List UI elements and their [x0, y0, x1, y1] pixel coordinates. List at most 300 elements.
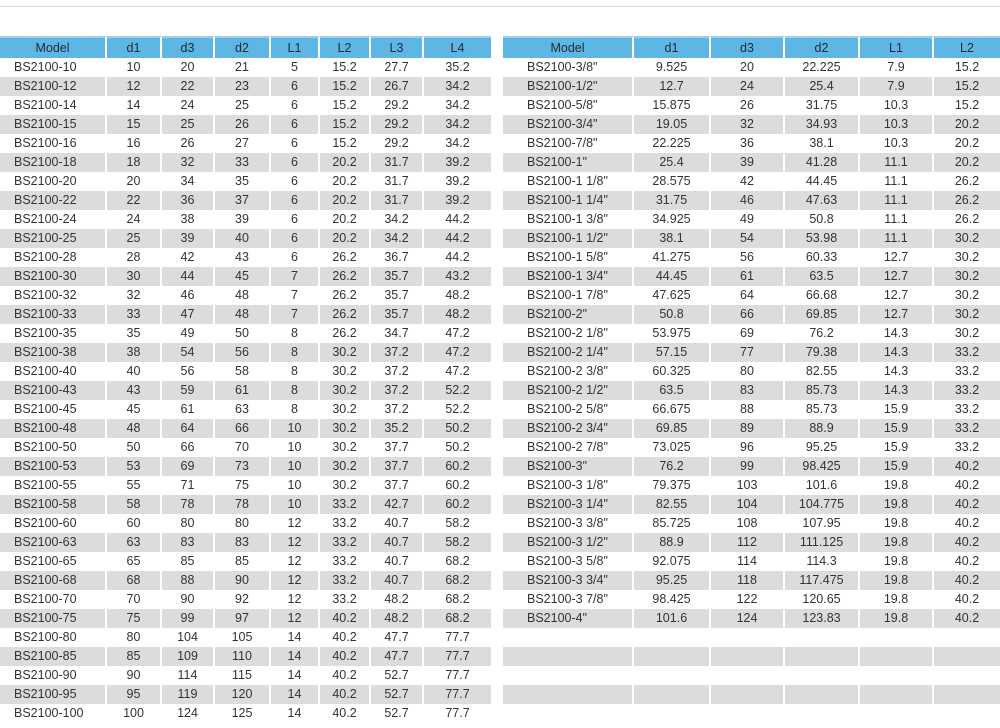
value-cell: 16	[107, 134, 162, 153]
value-cell: 44.45	[634, 267, 711, 286]
value-cell: 69.85	[634, 419, 711, 438]
table-row	[0, 495, 491, 514]
value-cell: 111.125	[785, 533, 860, 552]
value-cell: 76.2	[785, 324, 860, 343]
value-cell: 120	[215, 685, 271, 704]
table-row	[503, 77, 1000, 96]
value-cell: 34.2	[371, 210, 424, 229]
value-cell: 60.2	[424, 476, 491, 495]
value-cell: 63	[107, 533, 162, 552]
value-cell: 20	[162, 58, 215, 77]
value-cell: 83	[711, 381, 785, 400]
table-row	[503, 191, 1000, 210]
value-cell: 9.525	[634, 58, 711, 77]
value-cell: 68.2	[424, 571, 491, 590]
value-cell	[634, 666, 711, 685]
table-row	[503, 438, 1000, 457]
model-cell	[503, 685, 634, 704]
value-cell: 14	[107, 96, 162, 115]
left-header-row	[0, 36, 491, 58]
value-cell: 115	[215, 666, 271, 685]
table-row	[0, 400, 491, 419]
value-cell: 15.2	[320, 96, 371, 115]
model-cell: BS2100-65	[0, 552, 107, 571]
value-cell: 79.375	[634, 476, 711, 495]
value-cell: 66.68	[785, 286, 860, 305]
value-cell	[785, 647, 860, 666]
value-cell: 32	[711, 115, 785, 134]
value-cell: 54	[711, 229, 785, 248]
value-cell: 30.2	[320, 381, 371, 400]
value-cell: 124	[162, 704, 215, 723]
value-cell: 15	[107, 115, 162, 134]
model-cell: BS2100-38	[0, 343, 107, 362]
model-cell: BS2100-33	[0, 305, 107, 324]
value-cell: 33.2	[320, 533, 371, 552]
value-cell: 107.95	[785, 514, 860, 533]
value-cell	[711, 685, 785, 704]
value-cell: 7.9	[860, 77, 934, 96]
value-cell: 90	[107, 666, 162, 685]
value-cell: 14	[271, 647, 320, 666]
value-cell: 14	[271, 685, 320, 704]
value-cell: 114.3	[785, 552, 860, 571]
value-cell: 40.2	[320, 704, 371, 723]
table-row	[0, 685, 491, 704]
value-cell: 92	[215, 590, 271, 609]
table-row	[0, 191, 491, 210]
value-cell: 77.7	[424, 666, 491, 685]
value-cell: 49	[162, 324, 215, 343]
value-cell: 40.2	[320, 647, 371, 666]
value-cell: 117.475	[785, 571, 860, 590]
value-cell: 12	[271, 514, 320, 533]
value-cell: 37.2	[371, 400, 424, 419]
value-cell: 33.2	[934, 343, 1000, 362]
value-cell: 18	[107, 153, 162, 172]
value-cell: 63.5	[785, 267, 860, 286]
value-cell: 48	[215, 305, 271, 324]
model-cell: BS2100-2 1/2"	[503, 381, 634, 400]
value-cell: 88.9	[785, 419, 860, 438]
right-column-header: L2	[934, 36, 1000, 58]
model-cell: BS2100-3 5/8"	[503, 552, 634, 571]
value-cell: 88.9	[634, 533, 711, 552]
model-cell: BS2100-14	[0, 96, 107, 115]
value-cell: 80	[711, 362, 785, 381]
value-cell: 31.7	[371, 191, 424, 210]
value-cell: 95	[107, 685, 162, 704]
value-cell: 124	[711, 609, 785, 628]
value-cell: 85.73	[785, 400, 860, 419]
value-cell: 58	[107, 495, 162, 514]
left-table-body	[0, 58, 491, 723]
value-cell: 30	[107, 267, 162, 286]
model-cell: BS2100-16	[0, 134, 107, 153]
value-cell: 12	[271, 609, 320, 628]
value-cell: 104	[162, 628, 215, 647]
value-cell: 66.675	[634, 400, 711, 419]
value-cell: 25	[215, 96, 271, 115]
value-cell	[934, 704, 1000, 723]
value-cell: 6	[271, 248, 320, 267]
value-cell: 15.2	[934, 58, 1000, 77]
value-cell: 10	[107, 58, 162, 77]
left-column-header: L3	[371, 36, 424, 58]
value-cell: 52.2	[424, 381, 491, 400]
value-cell: 40.2	[934, 533, 1000, 552]
value-cell: 53	[107, 457, 162, 476]
value-cell: 88	[162, 571, 215, 590]
model-cell: BS2100-3 1/4"	[503, 495, 634, 514]
value-cell: 47.2	[424, 343, 491, 362]
value-cell: 35.2	[371, 419, 424, 438]
value-cell: 35	[107, 324, 162, 343]
value-cell: 79.38	[785, 343, 860, 362]
value-cell	[934, 666, 1000, 685]
value-cell: 30.2	[934, 229, 1000, 248]
value-cell: 20	[107, 172, 162, 191]
value-cell: 15.9	[860, 438, 934, 457]
value-cell: 33.2	[320, 495, 371, 514]
value-cell: 10.3	[860, 115, 934, 134]
model-cell: BS2100-1 1/2"	[503, 229, 634, 248]
value-cell: 98.425	[785, 457, 860, 476]
value-cell: 97	[215, 609, 271, 628]
value-cell: 64	[162, 419, 215, 438]
model-cell: BS2100-55	[0, 476, 107, 495]
value-cell	[785, 685, 860, 704]
right-column-header: Model	[503, 36, 634, 58]
table-row	[0, 229, 491, 248]
value-cell: 39	[162, 229, 215, 248]
value-cell: 48	[107, 419, 162, 438]
model-cell: BS2100-1 1/4"	[503, 191, 634, 210]
value-cell: 33.2	[934, 362, 1000, 381]
value-cell: 40.2	[320, 685, 371, 704]
value-cell: 12	[271, 590, 320, 609]
value-cell: 40.2	[934, 609, 1000, 628]
value-cell: 7	[271, 267, 320, 286]
value-cell: 36.7	[371, 248, 424, 267]
right-column-header: d1	[634, 36, 711, 58]
value-cell: 85	[162, 552, 215, 571]
model-cell	[503, 628, 634, 647]
value-cell: 69.85	[785, 305, 860, 324]
model-cell: BS2100-1 3/8"	[503, 210, 634, 229]
value-cell: 50	[107, 438, 162, 457]
value-cell: 122	[711, 590, 785, 609]
value-cell: 34.93	[785, 115, 860, 134]
value-cell: 26.7	[371, 77, 424, 96]
value-cell: 59	[162, 381, 215, 400]
value-cell: 33.2	[934, 419, 1000, 438]
value-cell: 65	[107, 552, 162, 571]
value-cell: 114	[162, 666, 215, 685]
table-row	[0, 267, 491, 286]
value-cell: 8	[271, 400, 320, 419]
model-cell: BS2100-3 1/8"	[503, 476, 634, 495]
value-cell: 28.575	[634, 172, 711, 191]
value-cell: 26.2	[320, 286, 371, 305]
model-cell: BS2100-50	[0, 438, 107, 457]
value-cell: 33.2	[320, 571, 371, 590]
value-cell	[785, 628, 860, 647]
value-cell: 33	[107, 305, 162, 324]
value-cell: 33	[215, 153, 271, 172]
value-cell: 108	[711, 514, 785, 533]
value-cell: 105	[215, 628, 271, 647]
value-cell: 40.2	[934, 571, 1000, 590]
value-cell: 30.2	[320, 457, 371, 476]
value-cell: 58	[215, 362, 271, 381]
value-cell: 32	[107, 286, 162, 305]
model-cell: BS2100-2"	[503, 305, 634, 324]
value-cell: 48.2	[424, 286, 491, 305]
model-cell: BS2100-53	[0, 457, 107, 476]
value-cell: 38	[162, 210, 215, 229]
value-cell: 19.8	[860, 476, 934, 495]
value-cell: 56	[162, 362, 215, 381]
table-row	[503, 267, 1000, 286]
model-cell: BS2100-43	[0, 381, 107, 400]
value-cell: 119	[162, 685, 215, 704]
model-cell: BS2100-1/2"	[503, 77, 634, 96]
value-cell: 25.4	[785, 77, 860, 96]
value-cell: 6	[271, 134, 320, 153]
table-row	[0, 533, 491, 552]
value-cell: 37.2	[371, 381, 424, 400]
table-row	[0, 457, 491, 476]
table-row	[0, 58, 491, 77]
value-cell: 82.55	[634, 495, 711, 514]
value-cell: 22.225	[634, 134, 711, 153]
value-cell: 11.1	[860, 229, 934, 248]
model-cell: BS2100-1 5/8"	[503, 248, 634, 267]
value-cell: 47.63	[785, 191, 860, 210]
value-cell: 33.2	[320, 514, 371, 533]
value-cell: 10	[271, 419, 320, 438]
left-column-header: d1	[107, 36, 162, 58]
value-cell: 6	[271, 115, 320, 134]
table-row	[503, 609, 1000, 628]
value-cell: 77.7	[424, 628, 491, 647]
model-cell: BS2100-1 1/8"	[503, 172, 634, 191]
value-cell: 61	[215, 381, 271, 400]
model-cell: BS2100-25	[0, 229, 107, 248]
table-row	[0, 590, 491, 609]
value-cell: 52.7	[371, 704, 424, 723]
value-cell: 95.25	[634, 571, 711, 590]
table-row	[0, 571, 491, 590]
value-cell: 47.2	[424, 362, 491, 381]
value-cell: 19.8	[860, 533, 934, 552]
value-cell: 26.2	[320, 267, 371, 286]
model-cell	[503, 704, 634, 723]
value-cell: 47.2	[424, 324, 491, 343]
value-cell: 56	[711, 248, 785, 267]
value-cell: 45	[107, 400, 162, 419]
value-cell: 100	[107, 704, 162, 723]
value-cell: 15.875	[634, 96, 711, 115]
value-cell: 95.25	[785, 438, 860, 457]
table-row	[0, 305, 491, 324]
model-cell: BS2100-3 3/4"	[503, 571, 634, 590]
value-cell: 30.2	[320, 343, 371, 362]
value-cell: 99	[162, 609, 215, 628]
value-cell: 42	[711, 172, 785, 191]
model-cell: BS2100-1 3/4"	[503, 267, 634, 286]
value-cell: 8	[271, 381, 320, 400]
table-row	[0, 628, 491, 647]
model-cell: BS2100-4"	[503, 609, 634, 628]
value-cell: 22	[162, 77, 215, 96]
value-cell: 19.8	[860, 571, 934, 590]
value-cell	[860, 647, 934, 666]
value-cell: 70	[215, 438, 271, 457]
value-cell: 60.2	[424, 495, 491, 514]
value-cell: 120.65	[785, 590, 860, 609]
value-cell: 41.275	[634, 248, 711, 267]
model-cell: BS2100-3"	[503, 457, 634, 476]
model-cell: BS2100-48	[0, 419, 107, 438]
value-cell: 30.2	[320, 400, 371, 419]
value-cell: 12.7	[860, 267, 934, 286]
value-cell: 35	[215, 172, 271, 191]
value-cell: 85.73	[785, 381, 860, 400]
value-cell: 68.2	[424, 590, 491, 609]
value-cell: 61	[711, 267, 785, 286]
value-cell: 85.725	[634, 514, 711, 533]
model-cell: BS2100-90	[0, 666, 107, 685]
value-cell: 76.2	[634, 457, 711, 476]
value-cell: 34.2	[424, 134, 491, 153]
value-cell: 104.775	[785, 495, 860, 514]
value-cell: 66	[162, 438, 215, 457]
value-cell: 14	[271, 628, 320, 647]
value-cell: 30.2	[320, 362, 371, 381]
value-cell: 10	[271, 457, 320, 476]
value-cell: 15.2	[934, 96, 1000, 115]
value-cell: 50.8	[785, 210, 860, 229]
table-row	[503, 96, 1000, 115]
value-cell: 30.2	[934, 305, 1000, 324]
value-cell: 33.2	[934, 400, 1000, 419]
table-row	[0, 286, 491, 305]
value-cell: 44	[162, 267, 215, 286]
value-cell: 40.2	[320, 628, 371, 647]
value-cell: 20	[711, 58, 785, 77]
table-row	[0, 153, 491, 172]
value-cell	[934, 647, 1000, 666]
table-row	[503, 647, 1000, 666]
value-cell: 39.2	[424, 172, 491, 191]
value-cell: 40.2	[934, 514, 1000, 533]
value-cell: 47.7	[371, 628, 424, 647]
value-cell: 26.2	[320, 324, 371, 343]
value-cell: 103	[711, 476, 785, 495]
model-cell: BS2100-63	[0, 533, 107, 552]
value-cell: 20.2	[320, 210, 371, 229]
value-cell: 19.8	[860, 495, 934, 514]
value-cell: 40.2	[320, 666, 371, 685]
value-cell	[934, 628, 1000, 647]
value-cell: 7.9	[860, 58, 934, 77]
table-row	[503, 286, 1000, 305]
value-cell: 20.2	[934, 153, 1000, 172]
value-cell	[711, 704, 785, 723]
value-cell: 30.2	[934, 267, 1000, 286]
value-cell: 73	[215, 457, 271, 476]
value-cell: 35.7	[371, 286, 424, 305]
value-cell: 90	[162, 590, 215, 609]
value-cell: 56	[215, 343, 271, 362]
table-row	[0, 362, 491, 381]
value-cell: 19.8	[860, 590, 934, 609]
value-cell: 35.7	[371, 305, 424, 324]
value-cell: 10	[271, 476, 320, 495]
value-cell: 53.98	[785, 229, 860, 248]
value-cell: 30.2	[934, 248, 1000, 267]
model-cell: BS2100-24	[0, 210, 107, 229]
value-cell: 21	[215, 58, 271, 77]
table-row	[503, 305, 1000, 324]
value-cell: 50.2	[424, 438, 491, 457]
value-cell: 6	[271, 229, 320, 248]
table-row	[0, 172, 491, 191]
value-cell: 46	[711, 191, 785, 210]
value-cell: 37.7	[371, 457, 424, 476]
left-column-header: d3	[162, 36, 215, 58]
table-row	[0, 381, 491, 400]
model-cell: BS2100-5/8"	[503, 96, 634, 115]
value-cell: 27.7	[371, 58, 424, 77]
value-cell: 12.7	[860, 286, 934, 305]
value-cell: 10.3	[860, 134, 934, 153]
value-cell: 89	[711, 419, 785, 438]
value-cell: 28	[107, 248, 162, 267]
table-row	[503, 343, 1000, 362]
value-cell: 75	[107, 609, 162, 628]
value-cell: 26	[215, 115, 271, 134]
value-cell: 37.2	[371, 362, 424, 381]
table-row	[0, 419, 491, 438]
value-cell	[711, 628, 785, 647]
model-cell: BS2100-30	[0, 267, 107, 286]
value-cell: 68.2	[424, 552, 491, 571]
value-cell: 6	[271, 210, 320, 229]
value-cell: 35.7	[371, 267, 424, 286]
value-cell: 112	[711, 533, 785, 552]
value-cell: 85	[215, 552, 271, 571]
right-column-header: d2	[785, 36, 860, 58]
value-cell: 12	[271, 533, 320, 552]
value-cell: 15.2	[320, 115, 371, 134]
value-cell: 10	[271, 495, 320, 514]
value-cell: 37.2	[371, 343, 424, 362]
table-row	[0, 210, 491, 229]
value-cell: 68.2	[424, 609, 491, 628]
value-cell: 80	[215, 514, 271, 533]
value-cell: 30.2	[320, 438, 371, 457]
value-cell: 42	[162, 248, 215, 267]
value-cell: 12	[107, 77, 162, 96]
model-cell: BS2100-3 7/8"	[503, 590, 634, 609]
table-row	[0, 77, 491, 96]
value-cell: 11.1	[860, 191, 934, 210]
value-cell	[934, 685, 1000, 704]
value-cell	[860, 704, 934, 723]
